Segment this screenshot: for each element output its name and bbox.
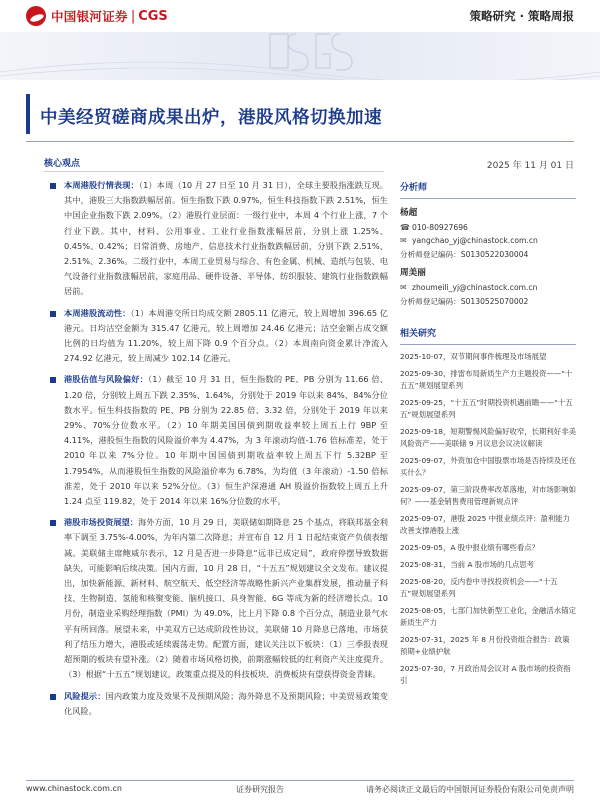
sidebar <box>400 176 576 692</box>
paragraph-body: （1）截至 10 月 31 日，恒生指数的 PE、PB 分别为 11.66 倍、1.20 倍，分别较上周五下跌 2.35%、1.64%，分别处于 2019 年以来 84%、84%分位数水平。恒生科技指数的 PE、PB 分别为 22.85 倍、3.32 倍，分别处于 2019 年以来 29%、70%分位数水平。（2）10 年期美国国债到期收益率较上周五上行 9BP 至 4.11%，港股恒生指数的风险溢价率为 4.47%，为 3 年滚动均值-1.76 倍标准差，处于 2010 年以来 7%分位。10 年期中国国债到期收益率较上周五下行 5.32BP 至 1.7954%，从而港股恒生指数的风险溢价率为 6.78%，为均值（3 年滚动）-1.50 倍标准差，处于 2010 年以来 52%分位。（3）恒生沪深港通 AH 股溢价指数较上周五上升 1.24 点至 119.82，处于 2014 年以来 16%分位数的水平。 <box>64 374 388 507</box>
paragraph-lead: 本周港股流动性： <box>64 307 131 318</box>
footer-website[interactable]: www.chinastock.com.cn <box>26 784 122 793</box>
related-research-list <box>400 351 576 687</box>
title-area <box>26 94 574 142</box>
logo-separator: | <box>130 8 136 24</box>
related-item[interactable]: 2025-09-07，第三阶段费率改革落地，对市场影响如何？——基金销售费用管理新规点评 <box>400 484 576 507</box>
related-item[interactable]: 2025-09-07，外资加仓中国股票市场是否持续及还在买什么？ <box>400 455 576 478</box>
cert-label: 分析师登记编码： <box>400 249 461 259</box>
report-title: 中美经贸磋商成果出炉，港股风格切换加速 <box>40 108 382 128</box>
core-divider <box>44 171 384 172</box>
paragraph-lead: 本周港股行情表现： <box>64 180 139 190</box>
related-item[interactable]: 2025-07-30，7 月政治局会议对 A 股市场的投资指引 <box>400 663 571 685</box>
analyst-card <box>400 207 576 308</box>
email-icon: ✉ <box>400 236 407 246</box>
analyst-phone: 010-80927696 <box>412 222 468 232</box>
related-item[interactable]: 2025-10-07，双节期间事件梳理及市场展望 <box>400 352 547 362</box>
email-icon: ✉ <box>400 282 407 292</box>
report-date: 2025 年 11 月 01 日 <box>486 161 574 171</box>
related-item[interactable]: 2025-08-05，七部门加快新型工业化，金融活水锚定新质生产力 <box>400 605 576 627</box>
analyst-name: 杨超 <box>400 208 418 218</box>
paragraph-outlook <box>44 515 388 682</box>
related-item[interactable]: 2025-09-25，“十五五”时期投资机遇前瞻——“十五五”规划展望系列 <box>400 397 573 420</box>
logo-en-text: CGS <box>138 8 168 24</box>
paragraph-lead: 风险提示： <box>64 690 106 701</box>
related-item[interactable]: 2025-09-30，排雷布局新质生产力主题投资——“十五五”规划展望系列 <box>400 368 573 391</box>
core-views-label: 核心观点 <box>44 159 81 169</box>
logo-icon <box>26 6 46 26</box>
paragraph-market-performance <box>44 178 388 300</box>
paragraph-body: （1）本周港交所日均成交额 2805.11 亿港元，较上周增加 396.65 亿港元。日均沽空金额为 315.47 亿港元，较上周增加 24.46 亿港元；沽空金额占成交额比例的日均值为 11.20%，较上周下降 0.9 个百分点。（2）本周南向资金累计净流入 274.92 亿港元，较上周减少 102.14 亿港元。 <box>64 307 388 364</box>
bullet-square-icon <box>50 377 56 383</box>
analyst-heading: 分析师 <box>400 176 576 199</box>
footer-disclaimer: 请务必阅读正文最后的中国银河证券股份有限公司免责声明 <box>366 785 574 794</box>
analyst-name: 周美丽 <box>400 268 426 279</box>
paragraph-lead: 港股市场投资展望： <box>64 517 139 528</box>
related-item[interactable]: 2025-07-31，2025 年 8 月份投资组合报告：政策预期+业绩护航 <box>400 634 570 656</box>
related-research-heading: 相关研究 <box>400 322 576 345</box>
cert-number: S0130522030004 <box>460 249 529 259</box>
paragraph-lead: 港股估值与风险偏好： <box>64 374 148 385</box>
analyst-email[interactable]: yangchao_yj@chinastock.com.cn <box>412 236 538 246</box>
cert-number: S0130525070002 <box>460 296 529 306</box>
bullet-square-icon <box>50 183 56 189</box>
related-item[interactable]: 2025-09-05，A 股中报业绩有哪些看点？ <box>400 542 540 552</box>
company-logo <box>26 6 168 26</box>
paragraph-body: （1）本周（10 月 27 日至 10 月 31 日），全球主要股指涨跌互现。其中，港股三大指数跌幅居前。恒生指数下跌 0.97%，恒生科技指数下跌 2.51%，恒生中国企业指数下跌 2.09%。（2）港股行业层面：一级行业中，本周 4 个行业上涨，7 个行业下跌。其中，材料、公用事业、工业行业指数涨幅居前，分别上涨 1.25%、0.45%、0.42%；日常消费、房地产、信息技术行业指数跌幅居前，分别下跌 2.51%、2.51%、2.36%。二级行业中，本周工业贸易与综合、有色金属、机械、造纸与包装、电气设备行业指数涨幅居前，家庭用品、硬件设备、半导体、纺织服装、建筑行业指数跌幅居前。 <box>64 180 388 297</box>
report-type: 策略研究 · 策略周报 <box>469 9 574 23</box>
related-item[interactable]: 2025-08-31，当前 A 股市场的几点思考 <box>400 559 535 569</box>
paragraph-risk <box>44 689 388 719</box>
phone-icon: ☎ <box>400 222 410 232</box>
bullet-square-icon <box>50 311 56 317</box>
cert-label: 分析师登记编码： <box>400 296 461 306</box>
top-bar <box>0 0 600 32</box>
related-item[interactable]: 2025-09-18，短期警惕风险偏好收窄，长期利好非美风险资产——美联储 9 月议息会议决议解读 <box>400 426 576 449</box>
analyst-email[interactable]: zhoumeili_yj@chinastock.com.cn <box>412 282 538 292</box>
footer-report-label: 证券研究报告 <box>236 785 284 794</box>
paragraph-valuation <box>44 372 388 509</box>
title-accent-bar <box>26 94 30 134</box>
header-banner <box>0 32 600 80</box>
paragraph-body: 海外方面，10 月 29 日，美联储如期降息 25 个基点，将联邦基金利率下调至 3.75%-4.00%，为年内第二次降息；并宣布自 12 月 1 日起结束资产负债表缩减。美联储主席鲍威尔表示，12 月是否进一步降息“远非已成定局”，政府停摆导致数据缺失，可能影响后续决策。国内方面，10 月 28 日，“十五五”规划建议全文发布。建议提出，加快新能源、新材料、航空航天、低空经济等战略性新兴产业集群发展，推动量子科技、生物制造、氢能和核聚变能、脑机接口、具身智能、6G 等成为新的经济增长点。10 月份，制造业采购经理指数（PMI）为 49.0%，比上月下降 0.8 个百分点，制造业景气水平有所回落。展望未来，中美双方已达成阶段性协议，美联储 10 月降息已落地，市场获利了结压力增大，港股或延续震荡走势。配置方面，建议关注以下板块：（1）三季报表现超预期的板块有望补涨。（2）随着市场风格切换，前期涨幅较低的红利资产关注度提升。（3）根据“十五五”规划建议，政策重点提及的科技板块、消费板块有望获得资金青睐。 <box>64 517 388 680</box>
paragraph-body: 国内政策力度及效果不及预期风险；海外降息不及预期风险；中美贸易政策变化风险。 <box>64 690 388 716</box>
related-item[interactable]: 2025-08-20，反内卷中寻找投资机会——“十五五”规划展望系列 <box>400 576 558 598</box>
paragraph-liquidity <box>44 306 388 367</box>
main-content <box>44 178 388 719</box>
bullet-square-icon <box>50 694 56 700</box>
related-item[interactable]: 2025-09-07，港股 2025 中报业绩点评：盈利能力改善支撑港股上涨 <box>400 513 570 536</box>
footer-divider <box>26 780 574 781</box>
bullet-square-icon <box>50 520 56 526</box>
banner-decoration <box>0 32 600 80</box>
logo-cn-text: 中国银河证券 <box>51 9 128 24</box>
